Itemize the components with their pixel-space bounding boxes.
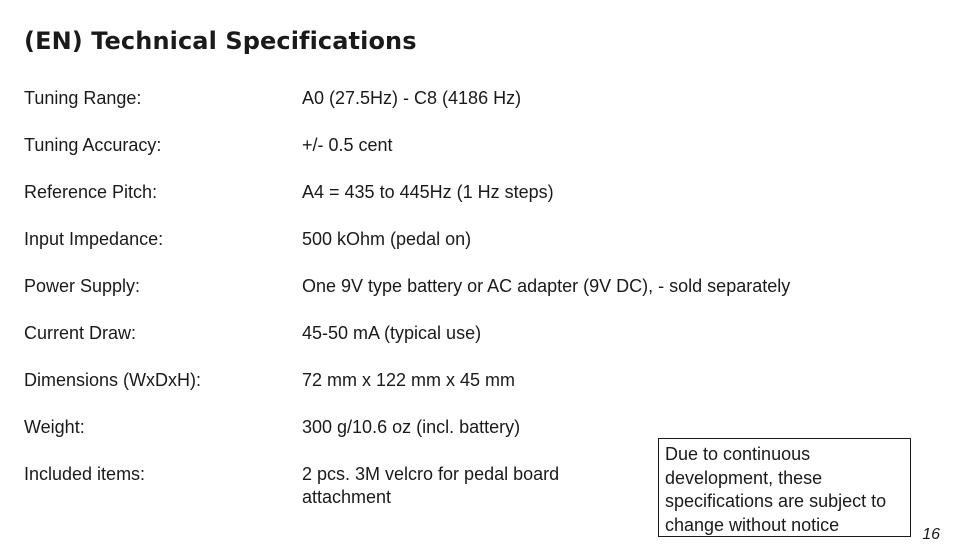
page-number: 16 [922,526,940,543]
spec-label: Reference Pitch: [24,182,158,202]
spec-value: A4 = 435 to 445Hz (1 Hz steps) [302,182,554,202]
spec-label: Input Impedance: [24,229,164,249]
spec-list [24,87,791,510]
spec-row-input-impedance [24,228,664,275]
spec-label: Dimensions (WxDxH): [24,370,202,390]
spec-label: Tuning Range: [24,88,142,108]
spec-value: 500 kOhm (pedal on) [302,229,472,249]
spec-row-power-supply [24,275,791,322]
page-title: (EN) Technical Specifications [24,27,417,55]
spec-row-reference-pitch [24,181,664,228]
spec-row-current-draw [24,322,664,369]
spec-row-included-items [24,463,664,510]
spec-value: A0 (27.5Hz) - C8 (4186 Hz) [302,88,522,108]
spec-label: Tuning Accuracy: [24,135,162,155]
spec-label: Current Draw: [24,323,137,343]
change-notice-box: Due to continuous development, these specifications are subject to change without notice [658,438,911,537]
spec-value: 45-50 mA (typical use) [302,323,482,343]
spec-value: 2 pcs. 3M velcro for pedal board attachment [302,464,560,507]
spec-row-tuning-accuracy [24,134,664,181]
spec-value: 72 mm x 122 mm x 45 mm [302,370,516,390]
spec-row-weight [24,416,664,463]
spec-row-dimensions [24,369,664,416]
spec-row-tuning-range [24,87,664,134]
spec-value: 300 g/10.6 oz (incl. battery) [302,417,521,437]
spec-label: Included items: [24,464,146,484]
spec-label: Power Supply: [24,276,141,296]
spec-value: +/- 0.5 cent [302,135,393,155]
spec-label: Weight: [24,417,85,437]
spec-value: One 9V type battery or AC adapter (9V DC), - sold separately [302,276,791,296]
